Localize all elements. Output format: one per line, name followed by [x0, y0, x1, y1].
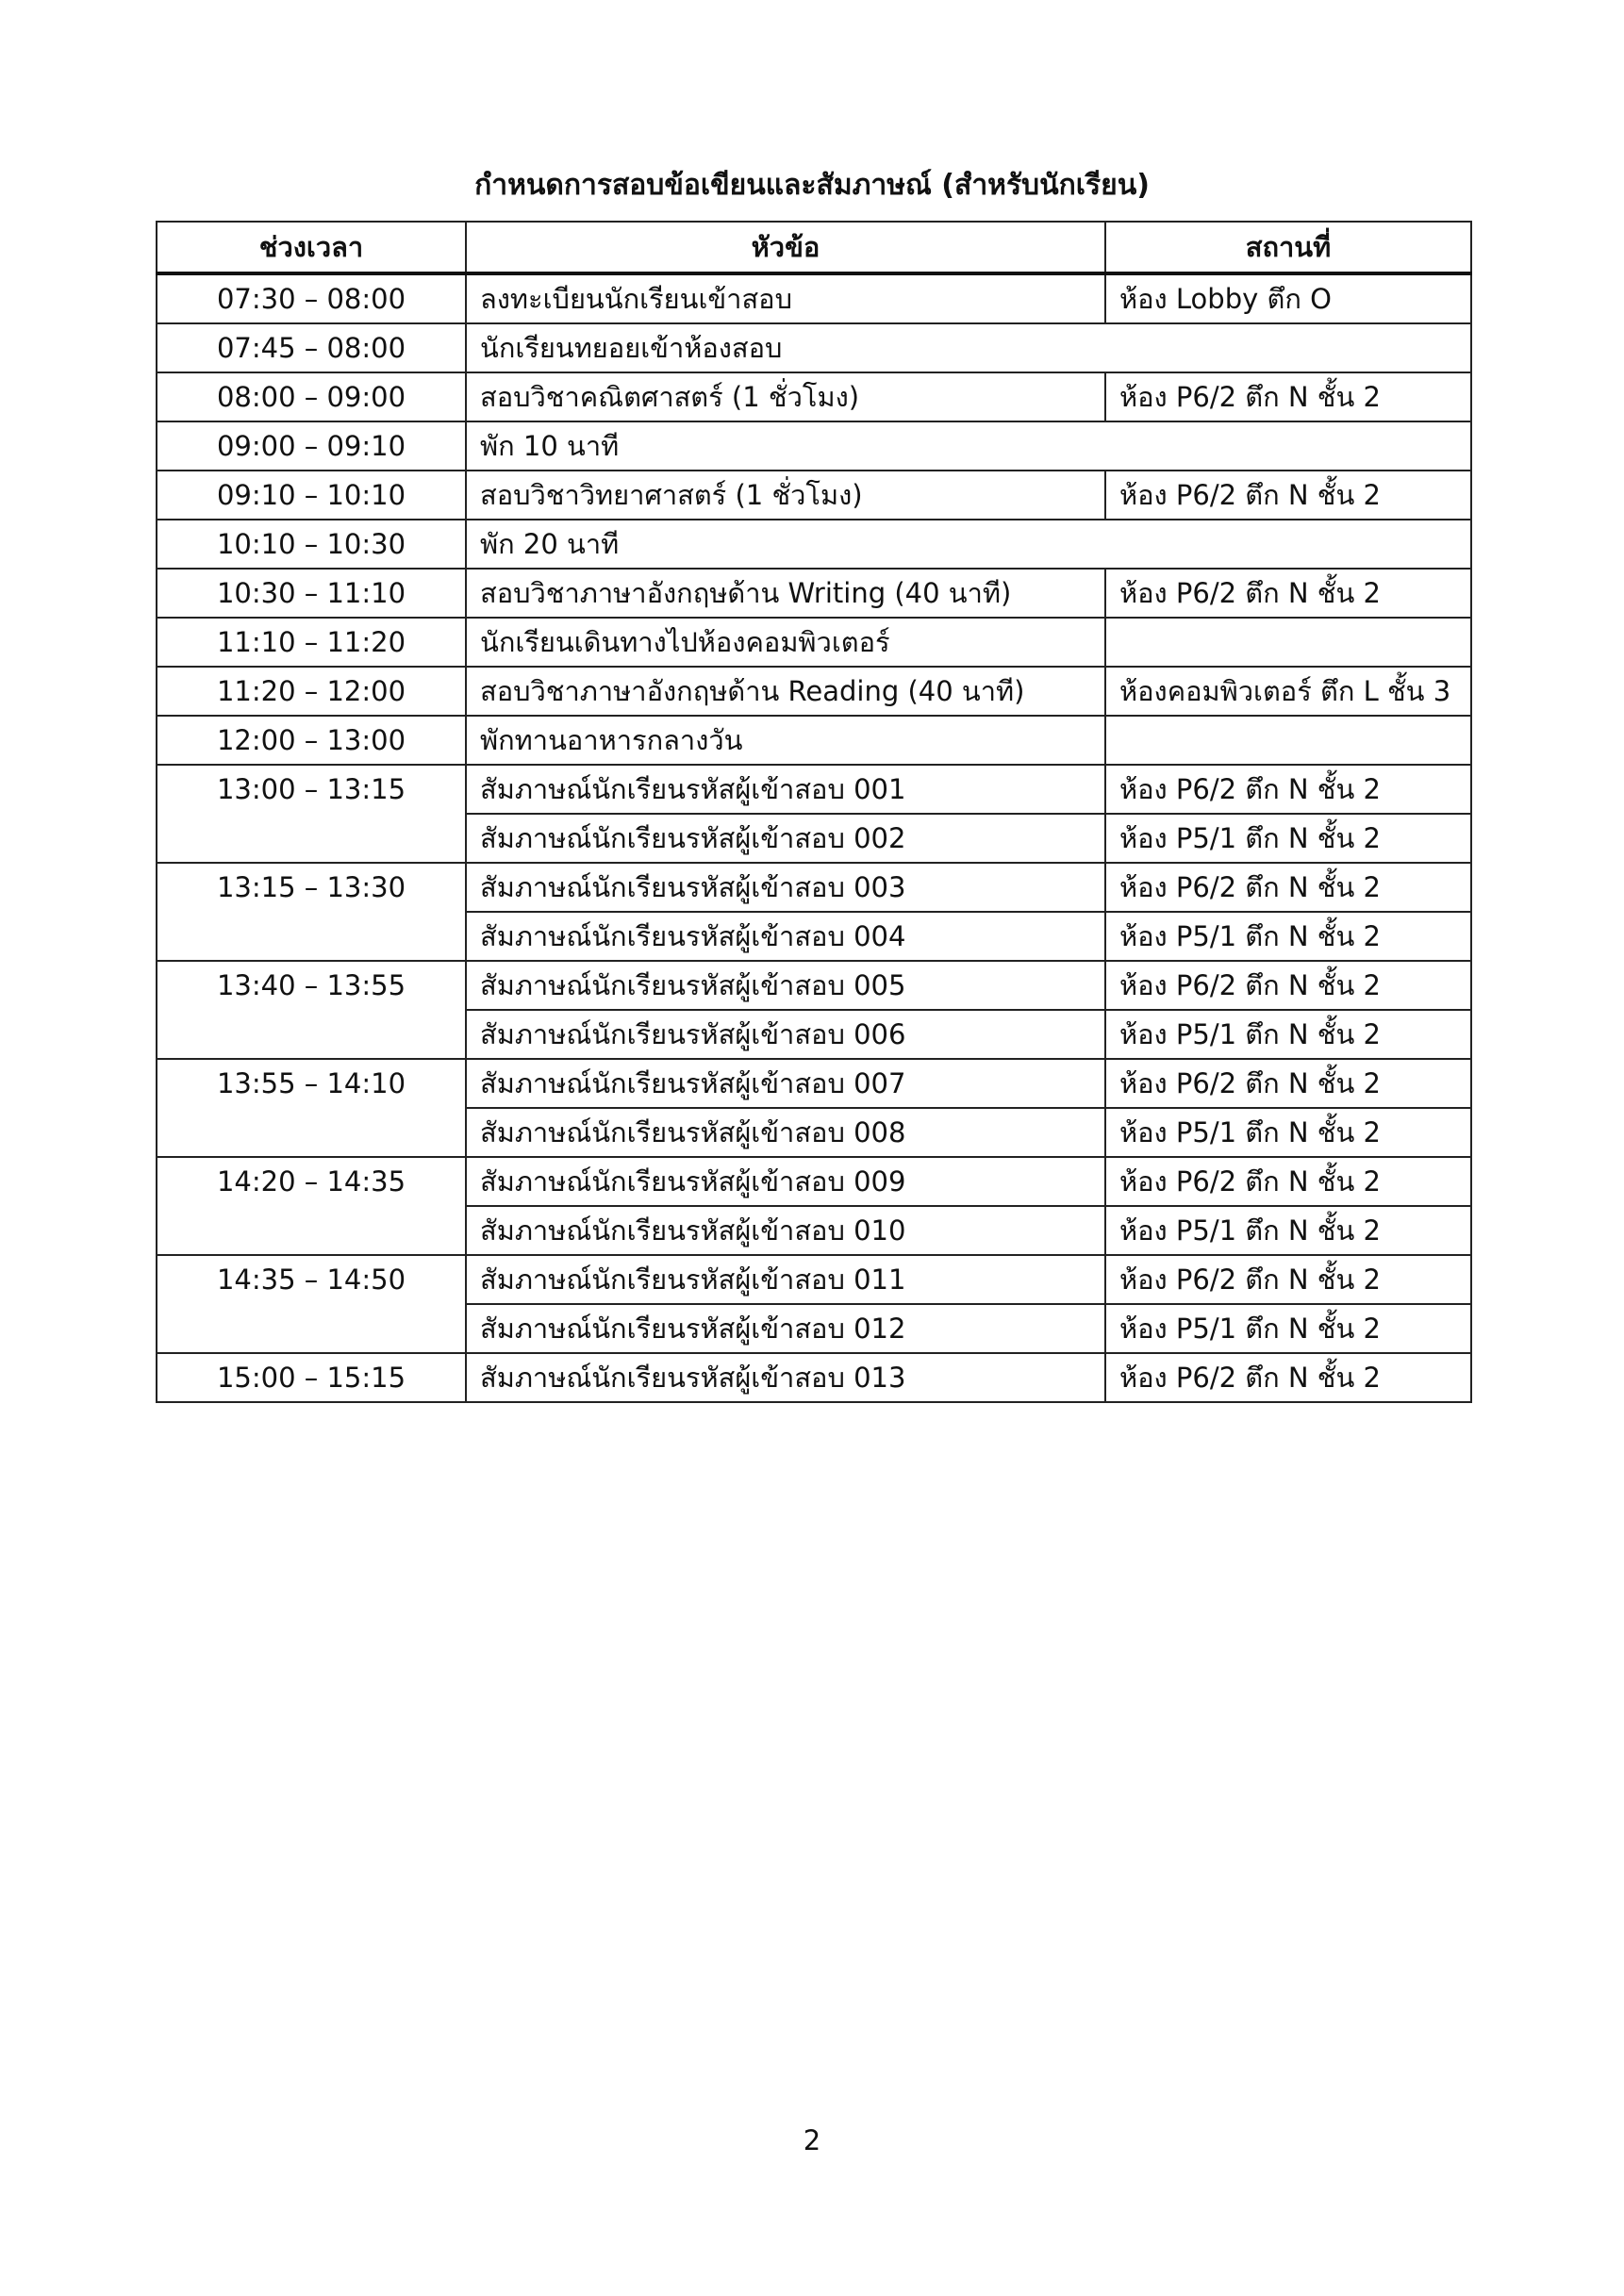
time-cell: 07:30 – 08:00 [157, 273, 466, 323]
topic-cell: สอบวิชาภาษาอังกฤษด้าน Reading (40 นาที) [466, 667, 1105, 716]
table-row [157, 765, 1471, 814]
time-cell: 12:00 – 13:00 [157, 716, 466, 765]
place-cell: ห้อง P5/1 ตึก N ชั้น 2 [1105, 1108, 1471, 1157]
time-cell: 13:15 – 13:30 [157, 863, 466, 961]
table-row [157, 569, 1471, 618]
time-cell: 08:00 – 09:00 [157, 372, 466, 421]
place-cell: ห้อง P5/1 ตึก N ชั้น 2 [1105, 1206, 1471, 1255]
header-row [157, 222, 1471, 273]
table-row [157, 961, 1471, 1010]
place-cell: ห้อง P6/2 ตึก N ชั้น 2 [1105, 1059, 1471, 1108]
time-cell: 09:00 – 09:10 [157, 421, 466, 471]
place-cell: ห้อง P5/1 ตึก N ชั้น 2 [1105, 814, 1471, 863]
topic-cell: ลงทะเบียนนักเรียนเข้าสอบ [466, 273, 1105, 323]
table-row [157, 1157, 1471, 1206]
place-cell: ห้อง P6/2 ตึก N ชั้น 2 [1105, 1353, 1471, 1402]
topic-cell: สัมภาษณ์นักเรียนรหัสผู้เข้าสอบ 003 [466, 863, 1105, 912]
topic-cell: สัมภาษณ์นักเรียนรหัสผู้เข้าสอบ 010 [466, 1206, 1105, 1255]
time-cell: 14:35 – 14:50 [157, 1255, 466, 1353]
time-cell: 15:00 – 15:15 [157, 1353, 466, 1402]
schedule-table-body [157, 273, 1471, 1402]
topic-cell: นักเรียนทยอยเข้าห้องสอบ [466, 323, 1471, 372]
topic-cell: พัก 10 นาที [466, 421, 1471, 471]
topic-cell: นักเรียนเดินทางไปห้องคอมพิวเตอร์ [466, 618, 1105, 667]
table-row [157, 520, 1471, 569]
table-row [157, 863, 1471, 912]
table-row [157, 1059, 1471, 1108]
column-header-place: สถานที่ [1105, 222, 1471, 273]
place-cell: ห้อง P6/2 ตึก N ชั้น 2 [1105, 372, 1471, 421]
table-row [157, 1353, 1471, 1402]
table-row [157, 716, 1471, 765]
place-cell: ห้อง P5/1 ตึก N ชั้น 2 [1105, 1010, 1471, 1059]
page-number: 2 [803, 2124, 821, 2156]
place-cell [1105, 716, 1471, 765]
topic-cell: สัมภาษณ์นักเรียนรหัสผู้เข้าสอบ 001 [466, 765, 1105, 814]
table-row [157, 618, 1471, 667]
time-cell: 11:20 – 12:00 [157, 667, 466, 716]
topic-cell: สัมภาษณ์นักเรียนรหัสผู้เข้าสอบ 004 [466, 912, 1105, 961]
time-cell: 14:20 – 14:35 [157, 1157, 466, 1255]
table-row [157, 1255, 1471, 1304]
table-row [157, 421, 1471, 471]
topic-cell: สัมภาษณ์นักเรียนรหัสผู้เข้าสอบ 007 [466, 1059, 1105, 1108]
place-cell: ห้อง P6/2 ตึก N ชั้น 2 [1105, 1157, 1471, 1206]
place-cell: ห้อง P6/2 ตึก N ชั้น 2 [1105, 471, 1471, 520]
table-row [157, 323, 1471, 372]
place-cell: ห้อง P6/2 ตึก N ชั้น 2 [1105, 863, 1471, 912]
topic-cell: สัมภาษณ์นักเรียนรหัสผู้เข้าสอบ 011 [466, 1255, 1105, 1304]
place-cell: ห้อง P6/2 ตึก N ชั้น 2 [1105, 569, 1471, 618]
table-row [157, 372, 1471, 421]
time-cell: 13:00 – 13:15 [157, 765, 466, 863]
table-row [157, 273, 1471, 323]
topic-cell: สัมภาษณ์นักเรียนรหัสผู้เข้าสอบ 006 [466, 1010, 1105, 1059]
time-cell: 11:10 – 11:20 [157, 618, 466, 667]
place-cell: ห้อง P6/2 ตึก N ชั้น 2 [1105, 961, 1471, 1010]
document-title: กำหนดการสอบข้อเขียนและสัมภาษณ์ (สำหรับนักเรียน) [474, 169, 1150, 202]
time-cell: 07:45 – 08:00 [157, 323, 466, 372]
topic-cell: พัก 20 นาที [466, 520, 1471, 569]
place-cell: ห้อง P5/1 ตึก N ชั้น 2 [1105, 1304, 1471, 1353]
schedule-table [156, 221, 1472, 1403]
place-cell: ห้อง Lobby ตึก O [1105, 273, 1471, 323]
table-row [157, 667, 1471, 716]
topic-cell: สัมภาษณ์นักเรียนรหัสผู้เข้าสอบ 009 [466, 1157, 1105, 1206]
topic-cell: สัมภาษณ์นักเรียนรหัสผู้เข้าสอบ 013 [466, 1353, 1105, 1402]
topic-cell: สัมภาษณ์นักเรียนรหัสผู้เข้าสอบ 002 [466, 814, 1105, 863]
place-cell: ห้อง P5/1 ตึก N ชั้น 2 [1105, 912, 1471, 961]
place-cell: ห้อง P6/2 ตึก N ชั้น 2 [1105, 765, 1471, 814]
topic-cell: พักทานอาหารกลางวัน [466, 716, 1105, 765]
table-row [157, 471, 1471, 520]
topic-cell: สัมภาษณ์นักเรียนรหัสผู้เข้าสอบ 005 [466, 961, 1105, 1010]
schedule-table-header [157, 222, 1471, 273]
topic-cell: สอบวิชาภาษาอังกฤษด้าน Writing (40 นาที) [466, 569, 1105, 618]
column-header-topic: หัวข้อ [466, 222, 1105, 273]
column-header-time: ช่วงเวลา [157, 222, 466, 273]
time-cell: 10:30 – 11:10 [157, 569, 466, 618]
topic-cell: สัมภาษณ์นักเรียนรหัสผู้เข้าสอบ 012 [466, 1304, 1105, 1353]
time-cell: 13:40 – 13:55 [157, 961, 466, 1059]
place-cell: ห้องคอมพิวเตอร์ ตึก L ชั้น 3 [1105, 667, 1471, 716]
time-cell: 13:55 – 14:10 [157, 1059, 466, 1157]
time-cell: 09:10 – 10:10 [157, 471, 466, 520]
time-cell: 10:10 – 10:30 [157, 520, 466, 569]
place-cell [1105, 618, 1471, 667]
topic-cell: สอบวิชาคณิตศาสตร์ (1 ชั่วโมง) [466, 372, 1105, 421]
place-cell: ห้อง P6/2 ตึก N ชั้น 2 [1105, 1255, 1471, 1304]
topic-cell: สอบวิชาวิทยาศาสตร์ (1 ชั่วโมง) [466, 471, 1105, 520]
topic-cell: สัมภาษณ์นักเรียนรหัสผู้เข้าสอบ 008 [466, 1108, 1105, 1157]
